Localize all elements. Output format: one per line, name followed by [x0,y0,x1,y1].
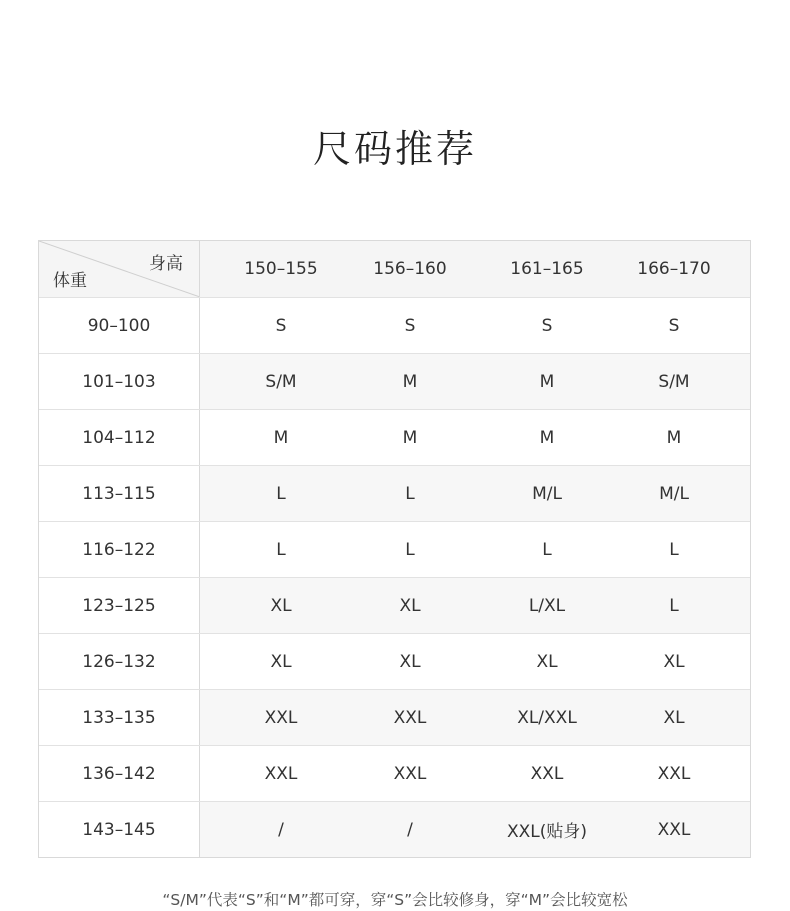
table-row [39,801,750,857]
size-cell: M [273,427,289,448]
header-height: 150–155 [244,259,318,279]
size-cell: L [405,483,415,504]
size-cell: XXL [657,819,691,840]
table-row [39,353,750,409]
weight-cell: 126–132 [39,634,200,689]
table-row [39,297,750,353]
size-cell: XXL [393,763,427,784]
size-cell: M [402,427,418,448]
weight-cell: 101–103 [39,354,200,409]
header-height: 166–170 [637,259,711,279]
size-cell: XL [663,707,685,728]
size-cell: XL [270,651,292,672]
size-cell: S [275,315,287,336]
size-cell: XL/XXL [517,707,577,728]
size-cell: / [407,819,413,840]
weight-cell: 143–145 [39,802,200,857]
size-cell: L [669,595,679,616]
table-row [39,633,750,689]
table-row [39,465,750,521]
table-row [39,521,750,577]
size-cell: M [539,371,555,392]
size-cell: L [276,539,286,560]
size-cell: M [539,427,555,448]
size-cell: S [404,315,416,336]
corner-cell [39,241,200,297]
header-height: 156–160 [373,259,447,279]
size-cell: S/M [265,371,297,392]
size-cell: XXL [530,763,564,784]
size-table [38,240,751,858]
table-row [39,745,750,801]
size-cell: M [666,427,682,448]
size-cell: XXL [264,707,298,728]
table-row [39,577,750,633]
size-cell: M/L [532,483,562,504]
table-row [39,409,750,465]
size-cell: S [541,315,553,336]
size-cell: XL [399,651,421,672]
size-cell: L [276,483,286,504]
corner-label-weight: 体重 [53,271,87,291]
weight-cell: 123–125 [39,578,200,633]
weight-cell: 133–135 [39,690,200,745]
size-cell: XL [663,651,685,672]
size-cell: XXL [657,763,691,784]
size-cell: XXL [264,763,298,784]
size-cell: / [278,819,284,840]
size-cell: XL [399,595,421,616]
size-cell: XL [536,651,558,672]
table-row [39,689,750,745]
weight-cell: 116–122 [39,522,200,577]
weight-cell: 136–142 [39,746,200,801]
size-cell: M/L [659,483,689,504]
size-cell: L [542,539,552,560]
size-note: “S/M”代表“S”和“M”都可穿，穿“S”会比较修身，穿“M”会比较宽松 [162,891,628,909]
weight-cell: 113–115 [39,466,200,521]
size-cell: XXL(贴身) [506,822,588,842]
size-cell: L/XL [528,595,566,616]
header-height: 161–165 [510,259,584,279]
table-header-row [39,241,750,297]
size-cell: L [669,539,679,560]
size-cell: S/M [658,371,690,392]
size-cell: M [402,371,418,392]
weight-cell: 104–112 [39,410,200,465]
weight-cell: 90–100 [39,298,200,353]
corner-label-height: 身高 [149,254,183,274]
size-cell: XXL [393,707,427,728]
size-cell: XL [270,595,292,616]
size-cell: L [405,539,415,560]
size-cell: S [668,315,680,336]
page-title: 尺码推荐 [312,127,477,171]
